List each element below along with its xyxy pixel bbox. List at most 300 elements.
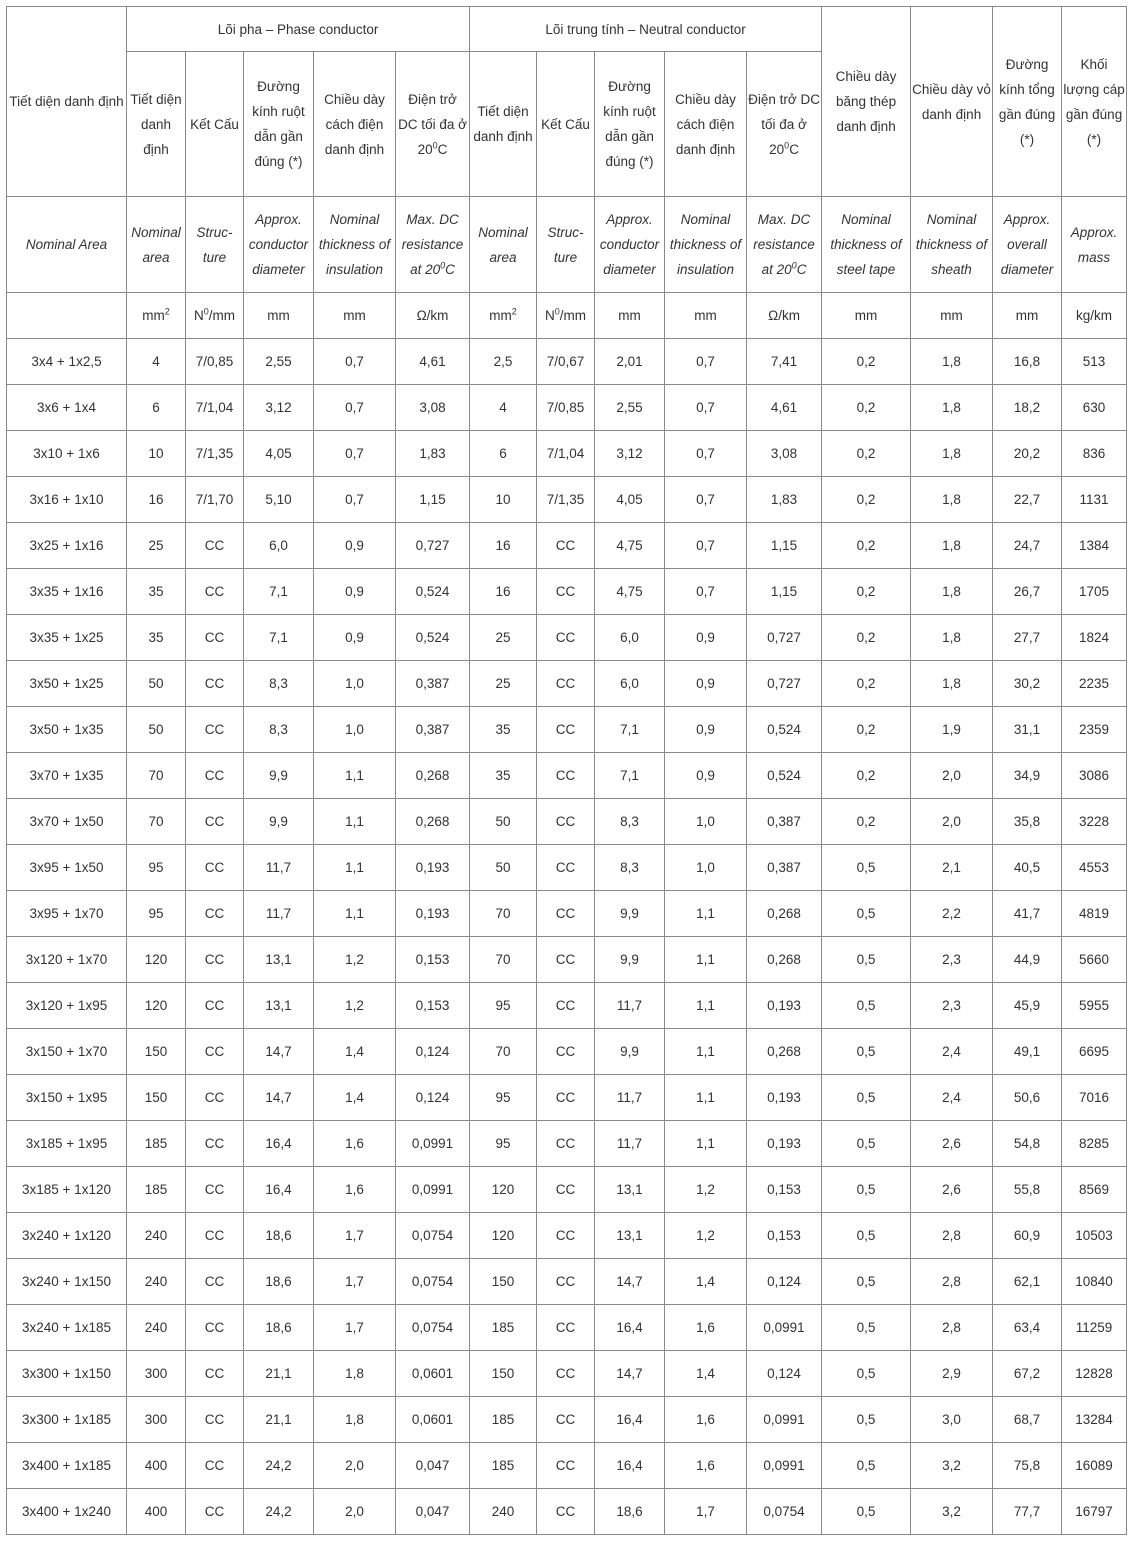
table-row <box>7 385 1127 431</box>
phase-resistance-en-header: Max. DC resistance at $20^0C$ <box>396 197 470 293</box>
table-cell: CC <box>537 615 595 661</box>
table-cell: 1,83 <box>396 431 470 477</box>
table-cell: 1,1 <box>665 937 747 983</box>
table-cell: 1,0 <box>665 799 747 845</box>
table-cell: 9,9 <box>595 937 665 983</box>
table-cell: 2235 <box>1062 661 1127 707</box>
table-cell: 2,4 <box>911 1075 993 1121</box>
table-cell: 9,9 <box>244 753 314 799</box>
table-cell: 14,7 <box>244 1075 314 1121</box>
table-cell: 5,10 <box>244 477 314 523</box>
table-cell: 20,2 <box>993 431 1062 477</box>
table-cell: 7,1 <box>244 569 314 615</box>
cable-size-cell: 3x240 + 1x120 <box>7 1213 127 1259</box>
cable-size-cell: 3x120 + 1x95 <box>7 983 127 1029</box>
table-cell: 1,6 <box>665 1305 747 1351</box>
table-cell: 2,01 <box>595 339 665 385</box>
table-cell: 0,7 <box>665 385 747 431</box>
neutral-diameter-en-header: Approx. conductor diameter <box>595 197 665 293</box>
table-cell: 0,5 <box>822 1213 911 1259</box>
table-cell: 630 <box>1062 385 1127 431</box>
table-cell: 1,0 <box>314 707 396 753</box>
table-cell: 68,7 <box>993 1397 1062 1443</box>
table-cell: 0,727 <box>396 523 470 569</box>
table-cell: 0,0754 <box>747 1489 822 1535</box>
table-row <box>7 1397 1127 1443</box>
overall-diameter-en-header: Approx. overall diameter <box>993 197 1062 293</box>
table-cell: 0,7 <box>314 431 396 477</box>
table-cell: 3086 <box>1062 753 1127 799</box>
table-cell: 0,268 <box>747 1029 822 1075</box>
phase-insulation-vn-header: Chiều dày cách điện danh định <box>314 52 396 197</box>
table-cell: 11,7 <box>595 1075 665 1121</box>
table-cell: 14,7 <box>244 1029 314 1075</box>
table-cell: 50,6 <box>993 1075 1062 1121</box>
table-cell: 0,193 <box>396 845 470 891</box>
table-cell: 0,0991 <box>747 1305 822 1351</box>
table-cell: 0,9 <box>314 615 396 661</box>
table-row <box>7 891 1127 937</box>
table-cell: 1,1 <box>665 891 747 937</box>
table-cell: 77,7 <box>993 1489 1062 1535</box>
table-cell: 7,1 <box>595 753 665 799</box>
table-cell: 0,124 <box>747 1259 822 1305</box>
table-cell: 18,2 <box>993 385 1062 431</box>
table-cell: 400 <box>127 1443 186 1489</box>
table-cell: 0,5 <box>822 1075 911 1121</box>
table-cell: 95 <box>127 845 186 891</box>
table-cell: 35,8 <box>993 799 1062 845</box>
table-cell: 1,15 <box>747 569 822 615</box>
table-cell: 40,5 <box>993 845 1062 891</box>
table-cell: 0,0601 <box>396 1397 470 1443</box>
table-cell: 2,9 <box>911 1351 993 1397</box>
phase-diameter-en-header: Approx. conductor diameter <box>244 197 314 293</box>
table-cell: 35 <box>127 569 186 615</box>
table-cell: 1,4 <box>665 1259 747 1305</box>
table-cell: 41,7 <box>993 891 1062 937</box>
table-cell: 24,2 <box>244 1443 314 1489</box>
table-cell: 513 <box>1062 339 1127 385</box>
table-cell: 0,2 <box>822 799 911 845</box>
table-cell: 0,9 <box>314 569 396 615</box>
cable-size-cell: 3x400 + 1x185 <box>7 1443 127 1489</box>
table-cell: 3,12 <box>244 385 314 431</box>
table-cell: 6,0 <box>595 615 665 661</box>
unit-cell: mm <box>911 293 993 339</box>
table-cell: 0,2 <box>822 615 911 661</box>
table-cell: 3,08 <box>747 431 822 477</box>
table-cell: 150 <box>127 1075 186 1121</box>
table-cell: 1,15 <box>747 523 822 569</box>
table-cell: 14,7 <box>595 1259 665 1305</box>
table-cell: 25 <box>470 615 537 661</box>
table-cell: 0,153 <box>396 937 470 983</box>
table-cell: 1,2 <box>314 983 396 1029</box>
table-cell: 0,2 <box>822 707 911 753</box>
table-cell: 0,5 <box>822 1397 911 1443</box>
table-cell: 26,7 <box>993 569 1062 615</box>
table-cell: 34,9 <box>993 753 1062 799</box>
table-cell: CC <box>537 799 595 845</box>
table-cell: CC <box>186 1121 244 1167</box>
table-cell: 10503 <box>1062 1213 1127 1259</box>
table-cell: 24,2 <box>244 1489 314 1535</box>
table-row <box>7 615 1127 661</box>
table-cell: 1,2 <box>665 1167 747 1213</box>
table-cell: 0,268 <box>396 799 470 845</box>
table-cell: CC <box>186 1075 244 1121</box>
table-row <box>7 937 1127 983</box>
table-cell: CC <box>537 1075 595 1121</box>
table-cell: 55,8 <box>993 1167 1062 1213</box>
table-row <box>7 845 1127 891</box>
phase-resistance-vn-header: Điện trở DC tối đa ở $20^0C$ <box>396 52 470 197</box>
table-cell: 70 <box>470 937 537 983</box>
table-cell: 70 <box>470 1029 537 1075</box>
table-cell: 35 <box>470 707 537 753</box>
table-cell: 0,2 <box>822 569 911 615</box>
cable-size-cell: 3x150 + 1x95 <box>7 1075 127 1121</box>
cable-size-cell: 3x25 + 1x16 <box>7 523 127 569</box>
table-cell: 50 <box>470 799 537 845</box>
table-cell: 95 <box>470 1121 537 1167</box>
table-cell: 1,1 <box>665 1121 747 1167</box>
table-cell: 5660 <box>1062 937 1127 983</box>
table-cell: 6 <box>127 385 186 431</box>
table-cell: 0,0991 <box>396 1121 470 1167</box>
table-cell: 150 <box>470 1259 537 1305</box>
table-cell: 2,3 <box>911 983 993 1029</box>
table-cell: 1,1 <box>314 799 396 845</box>
table-cell: CC <box>186 661 244 707</box>
table-cell: 1824 <box>1062 615 1127 661</box>
table-cell: 16797 <box>1062 1489 1127 1535</box>
table-cell: 0,2 <box>822 385 911 431</box>
table-cell: 75,8 <box>993 1443 1062 1489</box>
cable-size-cell: 3x50 + 1x25 <box>7 661 127 707</box>
table-cell: 1,2 <box>665 1213 747 1259</box>
table-cell: 44,9 <box>993 937 1062 983</box>
table-cell: 0,2 <box>822 753 911 799</box>
table-row <box>7 431 1127 477</box>
table-row <box>7 707 1127 753</box>
table-cell: CC <box>186 569 244 615</box>
table-cell: 13,1 <box>595 1213 665 1259</box>
table-cell: 14,7 <box>595 1351 665 1397</box>
unit-cell: mm <box>993 293 1062 339</box>
table-cell: CC <box>186 1029 244 1075</box>
table-cell: 24,7 <box>993 523 1062 569</box>
cable-size-cell: 3x70 + 1x35 <box>7 753 127 799</box>
table-cell: 0,268 <box>747 937 822 983</box>
table-row <box>7 799 1127 845</box>
unit-cell: $mm^2$ <box>470 293 537 339</box>
phase-structure-vn-header: Kết Cấu <box>186 52 244 197</box>
table-cell: 120 <box>127 983 186 1029</box>
table-cell: 0,7 <box>314 477 396 523</box>
table-row <box>7 339 1127 385</box>
table-row <box>7 569 1127 615</box>
unit-cell: mm <box>314 293 396 339</box>
table-cell: CC <box>537 891 595 937</box>
table-cell: CC <box>186 1397 244 1443</box>
table-cell: 0,268 <box>747 891 822 937</box>
table-cell: 2,0 <box>911 753 993 799</box>
table-cell: 1,6 <box>665 1397 747 1443</box>
table-row <box>7 983 1127 1029</box>
table-cell: 4,05 <box>244 431 314 477</box>
table-cell: 0,0754 <box>396 1213 470 1259</box>
cable-size-cell: 3x185 + 1x95 <box>7 1121 127 1167</box>
phase-conductor-group-header: Lõi pha – Phase conductor <box>127 7 470 52</box>
table-cell: 240 <box>127 1259 186 1305</box>
table-cell: 120 <box>127 937 186 983</box>
table-row <box>7 753 1127 799</box>
table-cell: 0,2 <box>822 523 911 569</box>
table-cell: 4 <box>470 385 537 431</box>
table-cell: 7/1,35 <box>186 431 244 477</box>
table-cell: 7/0,85 <box>537 385 595 431</box>
table-cell: 5955 <box>1062 983 1127 1029</box>
table-cell: 1,6 <box>314 1167 396 1213</box>
table-cell: 1,8 <box>314 1351 396 1397</box>
table-cell: 0,153 <box>747 1213 822 1259</box>
table-cell: 11,7 <box>595 1121 665 1167</box>
table-cell: 3,2 <box>911 1443 993 1489</box>
table-cell: 1,8 <box>911 477 993 523</box>
unit-cell: mm <box>244 293 314 339</box>
table-cell: 13,1 <box>595 1167 665 1213</box>
table-cell: CC <box>537 1029 595 1075</box>
table-cell: 22,7 <box>993 477 1062 523</box>
table-cell: CC <box>186 753 244 799</box>
table-cell: 0,727 <box>747 615 822 661</box>
table-cell: 0,9 <box>665 661 747 707</box>
cable-size-cell: 3x16 + 1x10 <box>7 477 127 523</box>
table-cell: 7/1,35 <box>537 477 595 523</box>
table-cell: 0,0991 <box>747 1443 822 1489</box>
table-cell: 7/1,04 <box>186 385 244 431</box>
steel-tape-vn-header: Chiều dày băng thép danh định <box>822 7 911 197</box>
table-cell: 1,2 <box>314 937 396 983</box>
table-cell: 1,4 <box>665 1351 747 1397</box>
table-cell: 240 <box>127 1305 186 1351</box>
table-cell: 11,7 <box>244 891 314 937</box>
table-cell: CC <box>537 1305 595 1351</box>
table-cell: 0,387 <box>396 707 470 753</box>
table-cell: 1,15 <box>396 477 470 523</box>
table-cell: 1,6 <box>314 1121 396 1167</box>
table-cell: CC <box>186 937 244 983</box>
table-cell: 45,9 <box>993 983 1062 1029</box>
cable-size-cell: 3x4 + 1x2,5 <box>7 339 127 385</box>
table-cell: 0,727 <box>747 661 822 707</box>
table-cell: 8,3 <box>244 707 314 753</box>
cable-size-cell: 3x300 + 1x185 <box>7 1397 127 1443</box>
table-cell: 4 <box>127 339 186 385</box>
mass-en-header: Approx. mass <box>1062 197 1127 293</box>
table-row <box>7 1305 1127 1351</box>
table-cell: 240 <box>127 1213 186 1259</box>
table-cell: 6695 <box>1062 1029 1127 1075</box>
nominal-area-en-header: Nominal Area <box>7 197 127 293</box>
table-cell: 0,193 <box>747 1121 822 1167</box>
table-row <box>7 1351 1127 1397</box>
neutral-resistance-en-header: Max. DC resistance at $20^0C$ <box>747 197 822 293</box>
table-cell: 0,0754 <box>396 1305 470 1351</box>
table-cell: 0,7 <box>665 477 747 523</box>
en-header-row <box>7 197 1127 293</box>
cable-spec-table <box>6 6 1127 1535</box>
table-cell: 0,268 <box>396 753 470 799</box>
table-cell: 16,4 <box>244 1167 314 1213</box>
table-cell: 2,6 <box>911 1167 993 1213</box>
steel-tape-en-header: Nominal thickness of steel tape <box>822 197 911 293</box>
table-cell: 0,5 <box>822 1305 911 1351</box>
group-header-row <box>7 7 1127 52</box>
table-cell: 0,0754 <box>396 1259 470 1305</box>
table-cell: 2,3 <box>911 937 993 983</box>
table-cell: 7/1,70 <box>186 477 244 523</box>
table-cell: 60,9 <box>993 1213 1062 1259</box>
table-row <box>7 1489 1127 1535</box>
table-cell: CC <box>537 707 595 753</box>
table-cell: 1,1 <box>314 891 396 937</box>
table-cell: CC <box>537 983 595 1029</box>
table-cell: 7,1 <box>244 615 314 661</box>
table-cell: 70 <box>127 799 186 845</box>
table-cell: 6,0 <box>595 661 665 707</box>
table-cell: 8569 <box>1062 1167 1127 1213</box>
table-cell: 185 <box>470 1305 537 1351</box>
table-cell: 1,1 <box>314 845 396 891</box>
table-cell: 185 <box>127 1121 186 1167</box>
table-cell: 4,61 <box>747 385 822 431</box>
table-cell: 0,124 <box>396 1029 470 1075</box>
table-cell: 0,5 <box>822 845 911 891</box>
table-cell: CC <box>186 891 244 937</box>
cable-size-cell: 3x400 + 1x240 <box>7 1489 127 1535</box>
table-cell: 2,55 <box>595 385 665 431</box>
table-cell: 95 <box>470 983 537 1029</box>
table-cell: 9,9 <box>244 799 314 845</box>
table-cell: CC <box>537 1397 595 1443</box>
table-cell: 10 <box>127 431 186 477</box>
table-cell: 3,0 <box>911 1397 993 1443</box>
table-cell: 95 <box>470 1075 537 1121</box>
table-cell: 18,6 <box>244 1305 314 1351</box>
table-cell: 0,193 <box>747 983 822 1029</box>
table-cell: 0,153 <box>747 1167 822 1213</box>
table-cell: 0,5 <box>822 891 911 937</box>
table-cell: 13,1 <box>244 983 314 1029</box>
table-cell: 1,83 <box>747 477 822 523</box>
table-cell: CC <box>537 937 595 983</box>
table-cell: 0,124 <box>747 1351 822 1397</box>
table-cell: 0,5 <box>822 937 911 983</box>
table-cell: 13284 <box>1062 1397 1127 1443</box>
table-cell: 27,7 <box>993 615 1062 661</box>
table-cell: 6 <box>470 431 537 477</box>
table-cell: 1,1 <box>665 1029 747 1075</box>
table-cell: 4,05 <box>595 477 665 523</box>
table-cell: 0,7 <box>665 569 747 615</box>
table-cell: 16 <box>470 569 537 615</box>
table-cell: 3228 <box>1062 799 1127 845</box>
table-cell: 49,1 <box>993 1029 1062 1075</box>
table-cell: 1,8 <box>314 1397 396 1443</box>
table-cell: 67,2 <box>993 1351 1062 1397</box>
table-row <box>7 1443 1127 1489</box>
table-cell: 3,2 <box>911 1489 993 1535</box>
table-cell: 400 <box>127 1489 186 1535</box>
table-cell: CC <box>537 753 595 799</box>
table-cell: 7/1,04 <box>537 431 595 477</box>
table-cell: 0,2 <box>822 431 911 477</box>
unit-row <box>7 293 1127 339</box>
table-cell: 9,9 <box>595 1029 665 1075</box>
table-cell: 185 <box>127 1167 186 1213</box>
table-cell: 0,193 <box>747 1075 822 1121</box>
table-cell: 16,4 <box>595 1443 665 1489</box>
table-row <box>7 1121 1127 1167</box>
table-cell: 185 <box>470 1397 537 1443</box>
table-cell: CC <box>186 1489 244 1535</box>
table-cell: 1,1 <box>665 983 747 1029</box>
table-cell: 18,6 <box>595 1489 665 1535</box>
table-row <box>7 1167 1127 1213</box>
table-cell: 18,6 <box>244 1213 314 1259</box>
table-cell: 1,7 <box>314 1213 396 1259</box>
neutral-area-en-header: Nominal area <box>470 197 537 293</box>
table-cell: 0,524 <box>396 569 470 615</box>
table-cell: CC <box>537 1213 595 1259</box>
table-cell: 21,1 <box>244 1397 314 1443</box>
table-cell: CC <box>537 1259 595 1305</box>
table-cell: 1,8 <box>911 661 993 707</box>
table-cell: CC <box>186 983 244 1029</box>
table-cell: 0,5 <box>822 983 911 1029</box>
table-cell: 50 <box>470 845 537 891</box>
table-cell: CC <box>537 845 595 891</box>
table-cell: 2,0 <box>314 1489 396 1535</box>
table-cell: 1705 <box>1062 569 1127 615</box>
table-cell: 2,6 <box>911 1121 993 1167</box>
cable-size-cell: 3x300 + 1x150 <box>7 1351 127 1397</box>
table-cell: 1,4 <box>314 1075 396 1121</box>
table-cell: 0,5 <box>822 1489 911 1535</box>
table-row <box>7 1075 1127 1121</box>
table-cell: 16,4 <box>595 1305 665 1351</box>
table-cell: 0,124 <box>396 1075 470 1121</box>
table-cell: 18,6 <box>244 1259 314 1305</box>
table-cell: 54,8 <box>993 1121 1062 1167</box>
unit-cell: Ω/km <box>396 293 470 339</box>
table-cell: 4,75 <box>595 569 665 615</box>
table-cell: 0,5 <box>822 1351 911 1397</box>
table-cell: 0,5 <box>822 1029 911 1075</box>
cable-size-cell: 3x150 + 1x70 <box>7 1029 127 1075</box>
table-cell: 8,3 <box>595 845 665 891</box>
table-cell: 2,2 <box>911 891 993 937</box>
table-cell: 0,7 <box>314 339 396 385</box>
table-cell: 0,387 <box>747 799 822 845</box>
table-cell: CC <box>186 799 244 845</box>
table-cell: 3,12 <box>595 431 665 477</box>
unit-cell-empty <box>7 293 127 339</box>
table-cell: 0,7 <box>314 385 396 431</box>
